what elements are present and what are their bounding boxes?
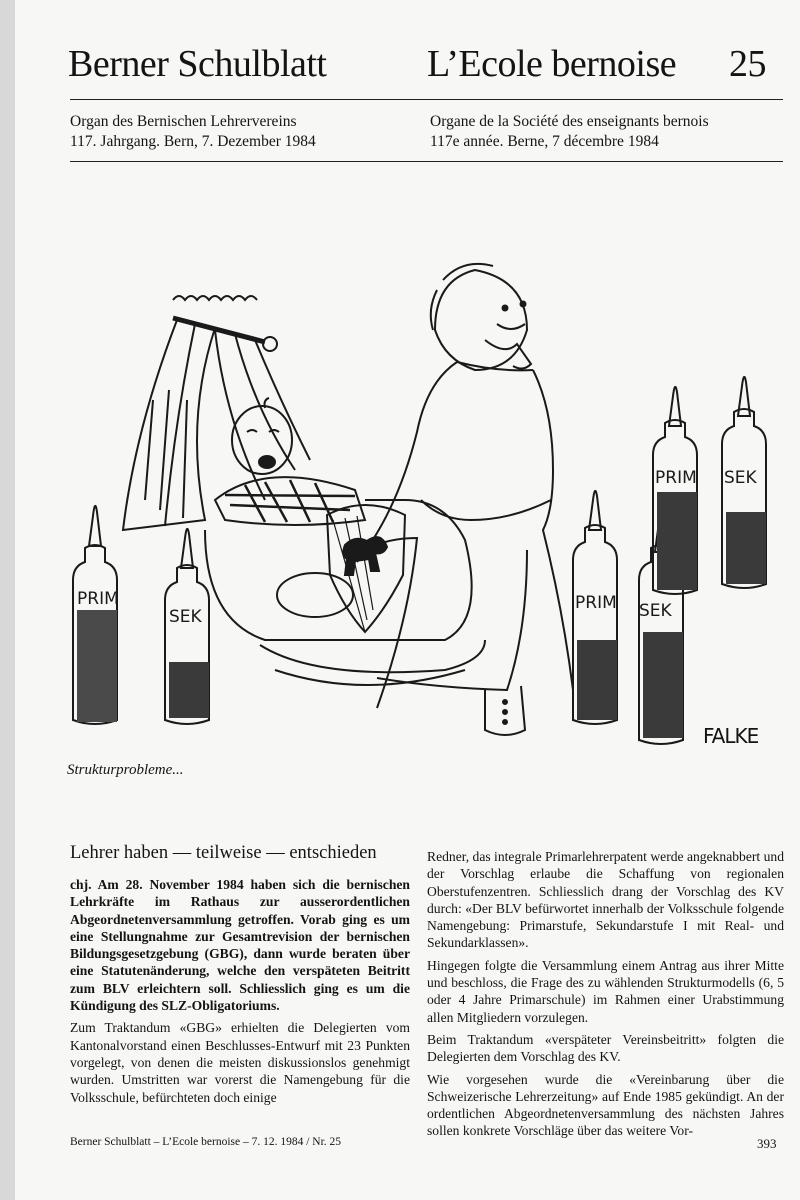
organ-german-line1: Organ des Bernischen Lehrervereins	[70, 113, 297, 130]
article-paragraph: Zum Traktandum «GBG» erhielten die Delegierten vom Kantonalvorstand einen Beschlusses-Entwurf mit 23 Punkten vorgelegt, von denen die meisten diskussionslos genehmigt wurden. Umstritten war vorerst die Namengebung für die Volksschule, befürchteten doch einige	[70, 1020, 410, 1105]
organ-french	[430, 112, 709, 152]
artist-signature: FALKE	[703, 724, 759, 748]
organ-french-line2: 117e année. Berne, 7 décembre 1984	[430, 133, 659, 150]
article-paragraph: Beim Traktandum «verspäteter Vereinsbeitritt» folgten die Delegierten dem Vorschlag des KV.	[427, 1031, 784, 1065]
article-lead: chj. Am 28. November 1984 haben sich die bernischen Lehrkräfte im Rathaus zur ausserordentlichen Abgeordnetenversammlung getroffen. Vorab ging es um eine Stellungnahme zur Gesamtrevision der bernischen Bildungsgesetzgebung (GBG), dann wurde beraten über eine Statutenänderung, welche den verspäteten Beitritt zum BLV erleichtern soll. Schliesslich ging es um die Kündigung des SLZ-Obligatoriums.	[70, 877, 410, 1014]
bottle-label-6: SEK	[724, 468, 757, 488]
newspaper-page	[15, 0, 800, 1200]
bottle-label-3: PRIM	[575, 593, 617, 613]
header-rule-bottom	[70, 161, 783, 162]
article-column-left	[70, 842, 410, 1111]
footer-page-number: 393	[757, 1136, 777, 1151]
article-paragraph: Wie vorgesehen wurde die «Vereinbarung über die Schweizerische Lehrerzeitung» auf Ende 1985 gekündigt. An der ordentlichen Abgeordnetenversammlung des nächsten Jahres sollen konkrete Vorschläge über das weitere Vor-	[427, 1071, 784, 1139]
organ-german	[70, 112, 316, 152]
article-headline: Lehrer haben — teilweise — entschieden	[70, 843, 377, 863]
organ-french-line1: Organe de la Société des enseignants bernois	[430, 113, 709, 130]
bottle-label-2: SEK	[169, 607, 202, 627]
header-rule-top	[70, 99, 783, 100]
masthead-title-german: Berner Schulblatt	[68, 43, 327, 85]
bottle-1	[73, 506, 117, 724]
organ-german-line2: 117. Jahrgang. Bern, 7. Dezember 1984	[70, 133, 316, 150]
bottle-label-4: SEK	[639, 601, 672, 621]
cartoon-illustration	[65, 200, 795, 760]
cartoon-caption: Strukturprobleme...	[67, 762, 184, 778]
masthead-title-french: L’Ecole bernoise	[427, 43, 677, 85]
bottle-label-1: PRIM	[77, 589, 119, 609]
bottle-label-5: PRIM	[655, 468, 697, 488]
article-paragraph: Redner, das integrale Primarlehrerpatent werde angeknabbert und der Vorschlag erlaube die Schaffung von regionalen Oberstufenzentren. Schliesslich drang der Vorschlag des KV durch: «Der BLV befürwortet innerhalb der Volksschule folgende Namengebung: Primarstufe, Sekundarstufe I mit Real- und Sekundarklassen».	[427, 849, 784, 951]
issue-number: 25	[729, 43, 766, 85]
bottle-5	[653, 387, 697, 594]
article-column-right	[427, 848, 784, 1145]
footer-publication: Berner Schulblatt – L’Ecole bernoise – 7. 12. 1984 / Nr. 25	[70, 1136, 342, 1148]
article-paragraph: Hingegen folgte die Versammlung einem Antrag aus ihrer Mitte und beschloss, die Frage des zu wählenden Strukturmodells (6, 5 oder 4 Jahre Primarschule) im Rahmen einer Urabstimmung allen Mitgliedern vorzulegen.	[427, 957, 784, 1025]
